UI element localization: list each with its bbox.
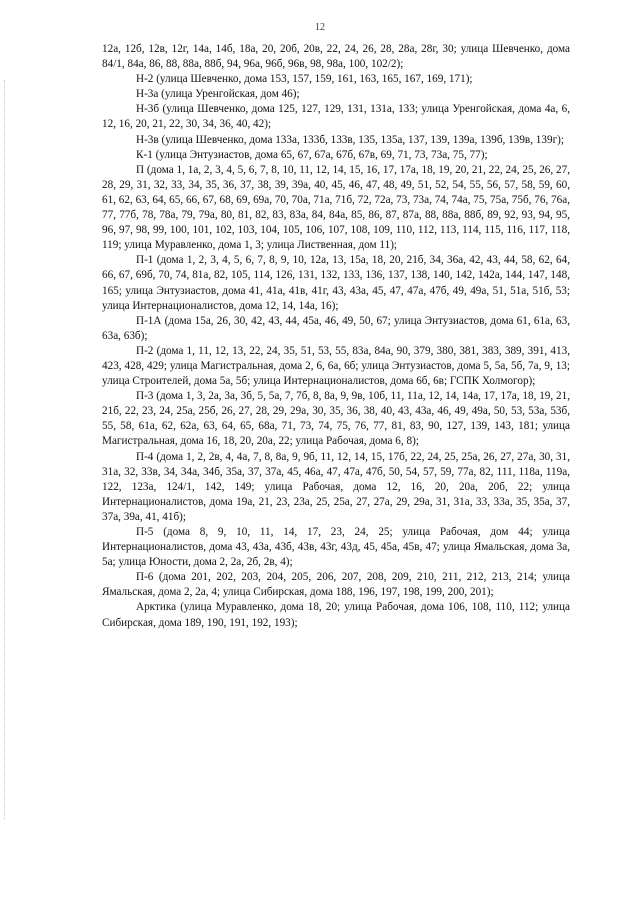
page-number: 12 bbox=[315, 22, 325, 33]
paragraph-p2: П-2 (дома 1, 11, 12, 13, 22, 24, 35, 51, 53, 55, 83а, 84а, 90, 379, 380, 381, 383, 389, 391, 413, 423, 428, 429; улица Магистральная, дома 2, 6, 6а, 6б; улица Энтузиастов, дома 5, 5а, 5б, 7а, 9, 13; улица Строителей, дома 5а, 5б; улица Интернационалистов, дома 6б, 6в; ГСПК Холмогор); bbox=[102, 344, 570, 388]
paragraph-n3a: Н-3а (улица Уренгойская, дом 46); bbox=[136, 88, 300, 101]
paragraph-p5: П-5 (дома 8, 9, 10, 11, 14, 17, 23, 24, 25; улица Рабочая, дом 44; улица Интернационалистов, дома 43, 43а, 43б, 43в, 43г, 43д, 45, 45а, 45в, 47; улица Ямальская, дома 3а, 5а; улица Юности, дома 2, 2а, 2б, 2в, 4); bbox=[102, 526, 570, 569]
paragraph-n3b: Н-3б (улица Шевченко, дома 125, 127, 129, 131, 131а, 133; улица Уренгойская, дома 4а, 6, 12, 16, 20, 21, 22, 30, 34, 36, 40, 42); bbox=[102, 103, 570, 131]
paragraph-p1: П-1 (дома 1, 2, 3, 4, 5, 6, 7, 8, 9, 10, 12а, 13, 15а, 18, 20, 21б, 34, 36а, 42, 43, 44, 58, 62, 64, 66, 67, 69б, 70, 74, 81а, 82, 105, 114, 126, 131, 132, 133, 136, 137, 138, 140, 142, 142а, 144, 147, 148, 165; улица Энтузиастов, дома 41, 41а, 41в, 41г, 43, 43а, 45, 47, 47а, 47б, 49, 49а, 51, 51а, 51б, 53; улица Интернационалистов, дома 12, 14, 14а, 16); bbox=[102, 254, 570, 312]
paragraph-arktika: Арктика (улица Муравленко, дома 18, 20; улица Рабочая, дома 106, 108, 110, 112; улица Сибирская, дома 189, 190, 191, 192, 193); bbox=[102, 601, 570, 629]
paragraph-p3: П-3 (дома 1, 3, 2а, 3а, 3б, 5, 5а, 7, 7б, 8, 8а, 9, 9в, 10б, 11, 11а, 12, 14, 14а, 17, 17а, 18, 19, 21, 21б, 22, 23, 24, 25а, 25б, 26, 27, 28, 29, 29а, 30, 35, 36, 38, 40, 43, 43а, 46, 49, 49а, 50, 53, 53а, 53б, 55, 58, 61а, 62, 62а, 63, 64, 65, 68а, 71, 73, 74, 75, 76, 77, 81, 83, 90, 127, 139, 143, 181; улица Магистральная, дома 16, 18, 20, 20а, 22; улица Рабочая, дома 6, 8); bbox=[102, 390, 570, 448]
paragraph-n2: Н-2 (улица Шевченко, дома 153, 157, 159, 161, 163, 165, 167, 169, 171); bbox=[136, 73, 473, 86]
paragraph-n3v: Н-3в (улица Шевченко, дома 133а, 133б, 133в, 135, 135а, 137, 139, 139а, 139б, 139в, 139г); bbox=[136, 133, 565, 146]
paragraph-p4: П-4 (дома 1, 2, 2в, 4, 4а, 7, 8, 8а, 9, 9б, 11, 12, 14, 15, 17б, 22, 24, 25, 25а, 26, 27, 27а, 30, 31, 31а, 32, 33в, 34, 34а, 34б, 35а, 37, 37а, 45, 46а, 47, 47а, 47б, 50, 54, 57, 59, 77а, 82, 111, 118а, 119а, 122, 123а, 124/1, 142, 149; улица Рабочая, дома 12, 16, 20, 20а, 20б, 22; улица Интернационалистов, дома 19а, 21, 23, 23а, 25, 25а, 27, 27а, 29, 29а, 31, 31а, 33, 33а, 35, 35а, 37, 37а, 39а, 41, 41б); bbox=[102, 450, 570, 523]
paragraph-p: П (дома 1, 1а, 2, 3, 4, 5, 6, 7, 8, 10, 11, 12, 14, 15, 16, 17, 17а, 18, 19, 20, 21, 22, 24, 25, 26, 27, 28, 29, 31, 32, 33, 34, 35, 36, 37, 38, 39, 39а, 40, 45, 46, 47, 48, 49, 51, 52, 54, 55, 56, 57, 58, 59, 60, 61, 62, 63, 64, 65, 66, 67, 68, 69, 69а, 70, 70а, 71а, 71б, 72, 72а, 73, 73а, 74, 74а, 75, 75а, 75б, 76, 76а, 77, 77б, 78, 78а, 79, 79а, 80, 81, 82, 83, 83а, 84, 84а, 85, 86, 87, 87а, 88, 88а, 88б, 89, 92, 93, 94, 95, 96, 97, 98, 99, 100, 101, 102, 103, 104, 105, 106, 107, 108, 109, 110, 112, 113, 114, 115, 116, 117, 118, 119; улица Муравленко, дома 1, 3; улица Лиственная, дом 11); bbox=[102, 163, 570, 252]
paragraph-k1: К-1 (улица Энтузиастов, дома 65, 67, 67а, 67б, 67в, 69, 71, 73, 73а, 75, 77); bbox=[136, 148, 488, 161]
document-body bbox=[102, 42, 570, 631]
paragraph-continuation: 12а, 12б, 12в, 12г, 14а, 14б, 18а, 20, 20б, 20в, 22, 24, 26, 28, 28а, 28г, 30; улица Шевченко, дома 84/1, 84а, 86, 88, 88а, 88б, 94, 96а, 96б, 96в, 98, 98а, 100, 102/2); bbox=[102, 43, 570, 71]
paragraph-p1a: П-1А (дома 15а, 26, 30, 42, 43, 44, 45а, 46, 49, 50, 67; улица Энтузиастов, дома 61, 61а, 63, 63а, 63б); bbox=[102, 314, 570, 342]
paragraph-p6: П-6 (дома 201, 202, 203, 204, 205, 206, 207, 208, 209, 210, 211, 212, 213, 214; улица Ямальская, дома 2, 2а, 4; улица Сибирская, дома 188, 196, 197, 198, 199, 200, 201); bbox=[102, 571, 570, 599]
scan-margin-marks bbox=[4, 80, 7, 820]
